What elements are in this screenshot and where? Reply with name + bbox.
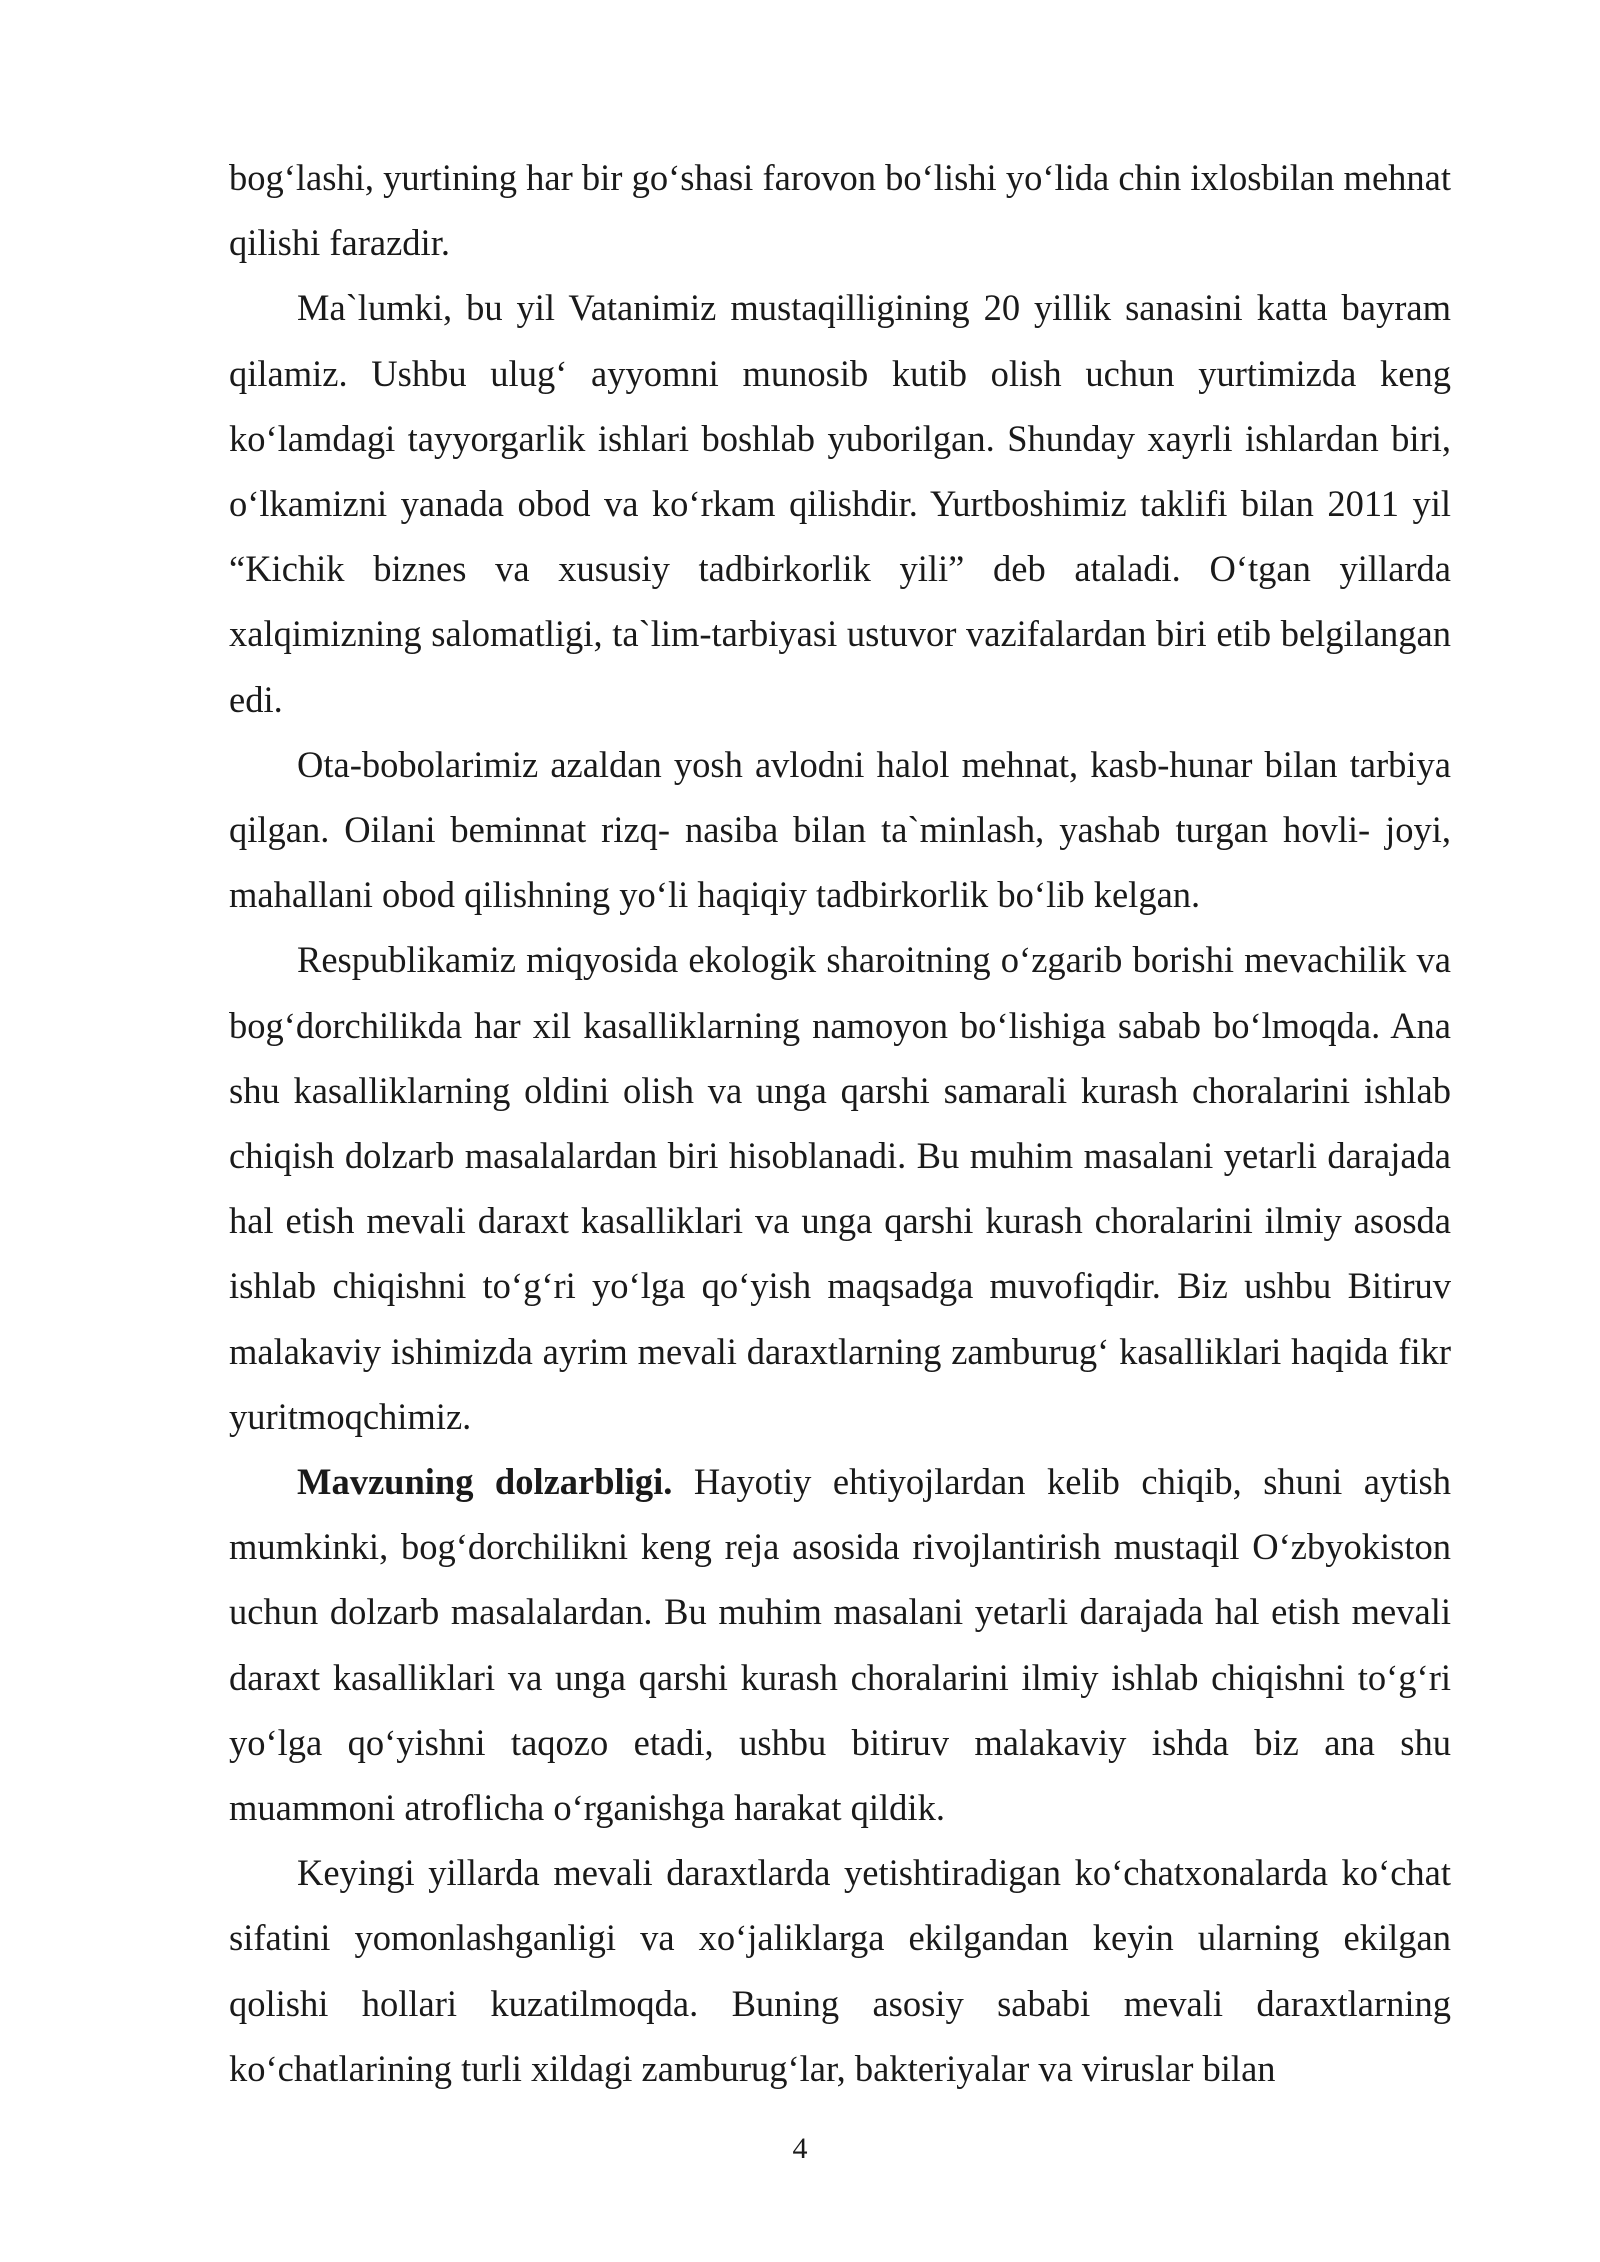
paragraph-4 (229, 927, 1451, 1449)
paragraph-text: Ma`lumki, bu yil Vatanimiz mustaqilligining 20 yillik sanasini katta bayram qilamiz. Ushbu ulug‘ ayyomni munosib kutib olish uchun yurtimizda keng ko‘lamdagi tayyorgarlik ishlari boshlab yuborilgan. Shunday xayrli ishlardan biri, o‘lkamizni yanada obod va ko‘rkam qilishdir. Yurtboshimiz taklifi bilan 2011 yil “Kichik biznes va xususiy tadbirkorlik yili” deb ataladi. O‘tgan yillarda xalqimizning salomatligi, ta`lim-tarbiyasi ustuvor vazifalardan biri etib belgilangan edi. (229, 287, 1451, 720)
body-text (229, 145, 1451, 2101)
paragraph-text: Keyingi yillarda mevali daraxtlarda yetishtiradigan ko‘chatxonalarda ko‘chat sifatini yomonlashganligi va xo‘jaliklarga ekilgandan keyin ularning ekilgan qolishi hollari kuzatilmoqda. Buning asosiy sababi mevali daraxtlarning ko‘chatlarining turli xildagi zamburug‘lar, bakteriyalar va viruslar bilan (229, 1852, 1451, 2089)
paragraph-1 (229, 145, 1451, 275)
paragraph-text: Ota-bobolarimiz azaldan yosh avlodni halol mehnat, kasb-hunar bilan tarbiya qilgan. Oilani beminnat rizq- nasiba bilan ta`minlash, yashab turgan hovli- joyi, mahallani obod qilishning yo‘li haqiqiy tadbirkorlik bo‘lib kelgan. (229, 743, 1451, 916)
paragraph-6 (229, 1840, 1451, 2101)
paragraph-2 (229, 275, 1451, 731)
paragraph-5 (229, 1449, 1451, 1840)
paragraph-heading: Mavzuning dolzarbligi. (297, 1461, 673, 1503)
page-number: 4 (792, 2132, 808, 2165)
paragraph-text: bog‘lashi, yurtining har bir go‘shasi farovon bo‘lishi yo‘lida chin ixlosbilan mehnat qilishi farazdir. (229, 157, 1451, 264)
paragraph-text: Respublikamiz miqyosida ekologik sharoitning o‘zgarib borishi mevachilik va bog‘dorchilikda har xil kasalliklarning namoyon bo‘lishiga sabab bo‘lmoqda. Ana shu kasalliklarning oldini olish va unga qarshi samarali kurash choralarini ishlab chiqish dolzarb masalalardan biri hisoblanadi. Bu muhim masalani yetarli darajada hal etish mevali daraxt kasalliklari va unga qarshi kurash choralarini ilmiy asosda ishlab chiqishni to‘g‘ri yo‘lga qo‘yish maqsadga muvofiqdir. Biz ushbu Bitiruv malakaviy ishimizda ayrim mevali daraxtlarning zamburug‘ kasalliklari haqida fikr yuritmoqchimiz. (229, 939, 1451, 1437)
paragraph-3 (229, 732, 1451, 928)
paragraph-text: Hayotiy ehtiyojlardan kelib chiqib, shuni aytish mumkinki, bog‘dorchilikni keng reja asosida rivojlantirish mustaqil O‘zbyokiston uchun dolzarb masalalardan. Bu muhim masalani yetarli darajada hal etish mevali daraxt kasalliklari va unga qarshi kurash choralarini ilmiy ishlab chiqishni to‘g‘ri yo‘lga qo‘yishni taqozo etadi, ushbu bitiruv malakaviy ishda biz ana shu muammoni atroflicha o‘rganishga harakat qildik. (229, 1461, 1451, 1829)
